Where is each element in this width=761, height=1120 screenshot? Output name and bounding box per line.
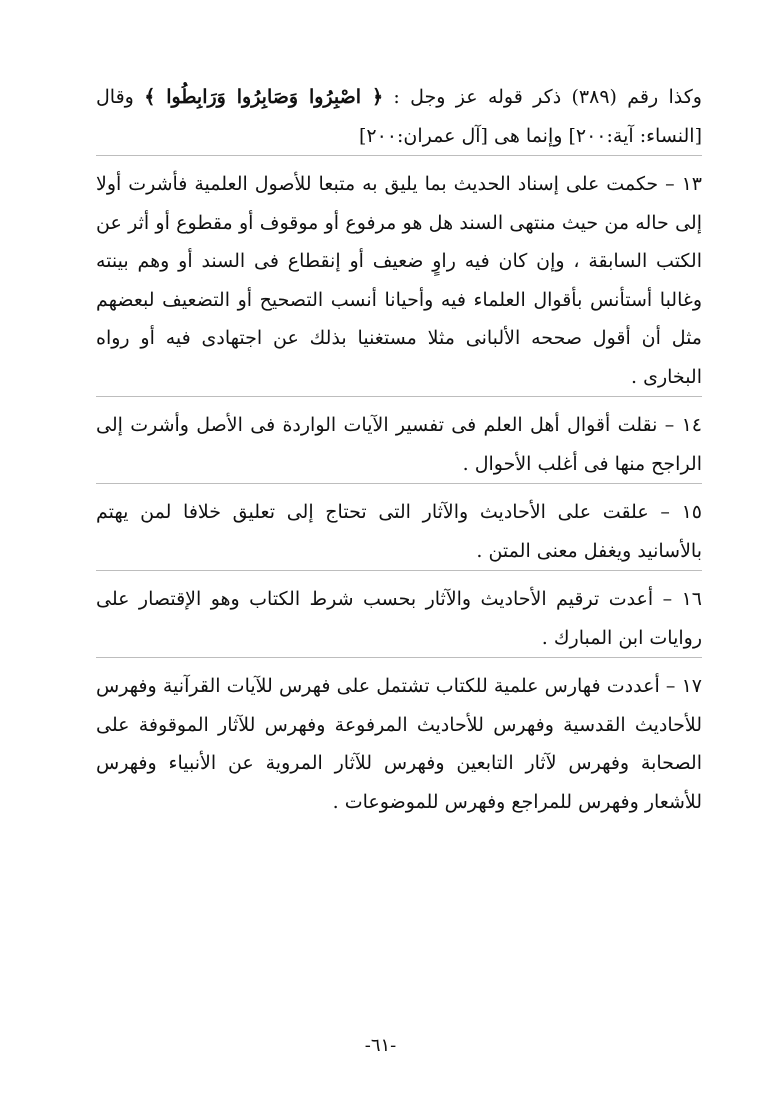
intro-text-1: وكذا رقم (٣٨٩) ذكر قوله عز وجل :	[383, 86, 702, 108]
page-body	[96, 78, 702, 821]
intro-text-2: وقال [النساء: آية:٢٠٠] وإنما هى [آل عمران:٢٠٠]	[96, 86, 702, 147]
intro-paragraph	[96, 78, 702, 155]
item-13	[96, 155, 702, 396]
item-17	[96, 657, 702, 821]
dash: –	[657, 414, 682, 436]
page-number: -٦١-	[364, 1035, 397, 1056]
item-number: ١٧	[681, 675, 702, 697]
item-text: حكمت على إسناد الحديث بما يليق به متبعا للأصول العلمية فأشرت أولا إلى حاله من حيث منتهى السند هل هو مرفوع أو موقوف أو مقطوع أو أثر عن الكتب السابقة ، وإن كان فيه راوٍ ضعيف أو إنقطاع فى السند أو وهم بينته وغالبا أستأنس بأقوال العلماء فيه وأحيانا أنسب التصحيح أو التضعيف لبعضهم مثل أن أقول صححه الألبانى مثلا مستغنيا بذلك عن اجتهادى فيه أو رواه البخارى .	[96, 173, 702, 388]
item-14	[96, 396, 702, 483]
dash: –	[659, 675, 682, 697]
dash: –	[658, 173, 682, 195]
item-number: ١٦	[681, 588, 702, 610]
item-text: أعددت فهارس علمية للكتاب تشتمل على فهرس للآيات القرآنية وفهرس للأحاديث القدسية وفهرس للأحاديث المرفوعة وفهرس للآثار الموقوفة على الصحابة وفهرس لآثار التابعين وفهرس للآثار المروية عن الأنبياء وفهرس للأشعار وفهرس للمراجع وفهرس للموضوعات .	[96, 675, 702, 813]
dash: –	[648, 501, 682, 523]
item-number: ١٥	[681, 501, 702, 523]
quran-verse: ﴿ اصْبِرُوا وَصَابِرُوا وَرَابِطُوا ﴾	[144, 86, 384, 108]
item-text: أعدت ترقيم الأحاديث والآثار بحسب شرط الكتاب وهو الإقتصار على روايات ابن المبارك .	[96, 588, 702, 649]
item-number: ١٤	[681, 414, 702, 436]
item-text: نقلت أقوال أهل العلم فى تفسير الآيات الواردة فى الأصل وأشرت إلى الراجح منها فى أغلب الأحوال .	[96, 414, 702, 475]
item-16	[96, 570, 702, 657]
item-15	[96, 483, 702, 570]
dash: –	[653, 588, 682, 610]
item-text: علقت على الأحاديث والآثار التى تحتاج إلى تعليق خلافا لمن يهتم بالأسانيد ويغفل معنى المتن .	[96, 501, 702, 562]
item-number: ١٣	[681, 173, 702, 195]
